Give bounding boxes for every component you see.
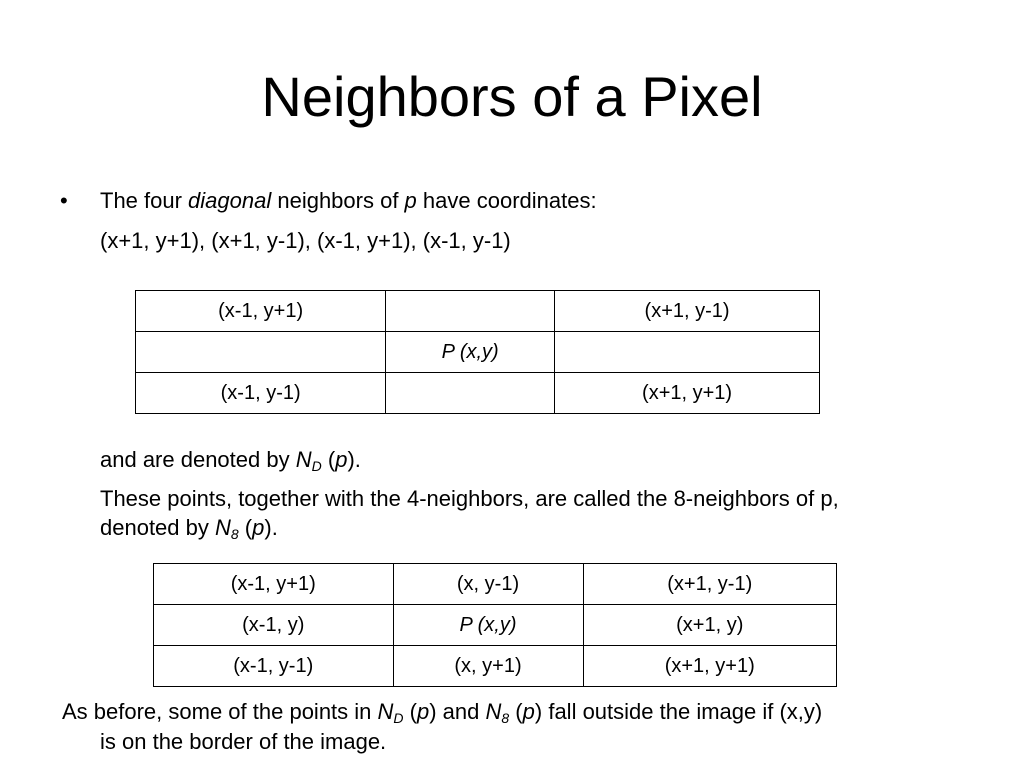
text-segment: neighbors of xyxy=(271,188,405,213)
center-pixel-label: P (x,y) xyxy=(441,340,499,363)
text-segment: ( xyxy=(321,447,336,472)
closing-line-1 xyxy=(62,698,822,726)
text-segment: ( xyxy=(403,699,417,724)
n-symbol: N xyxy=(377,699,394,724)
table-cell xyxy=(136,332,386,373)
n-symbol: N xyxy=(214,515,231,540)
arg-p: p xyxy=(416,699,430,724)
table-cell: (x+1, y) xyxy=(583,605,837,646)
text-italic-diagonal: diagonal xyxy=(188,188,272,213)
arg-p: p xyxy=(335,447,348,472)
text-segment: ) xyxy=(534,699,543,724)
table-cell xyxy=(555,332,820,373)
text-segment: and xyxy=(436,699,486,724)
text-segment: ) xyxy=(429,699,437,724)
table-row xyxy=(154,605,837,646)
text-segment: ). xyxy=(347,447,361,472)
table-cell: (x+1, y-1) xyxy=(583,564,837,605)
table-cell: (x-1, y+1) xyxy=(136,291,386,332)
text-segment: ( xyxy=(509,699,523,724)
table-cell: (x+1, y+1) xyxy=(583,646,837,687)
bullet-marker: • xyxy=(60,188,68,213)
table-cell: (x-1, y+1) xyxy=(154,564,394,605)
text-segment: ( xyxy=(238,515,253,540)
text-segment: The four xyxy=(100,188,189,213)
eight-neighbors-line-2 xyxy=(100,514,278,542)
text-segment: fall outside the image if (x,y) xyxy=(542,699,823,724)
eight-neighbors-table xyxy=(153,563,837,687)
table-cell xyxy=(386,373,555,414)
bullet-diagonal-neighbors xyxy=(100,187,597,215)
text-segment: and are denoted by xyxy=(100,447,296,472)
table-cell: (x, y+1) xyxy=(393,646,583,687)
arg-p: p xyxy=(252,515,265,540)
subscript-8: 8 xyxy=(501,710,510,726)
table-cell: (x-1, y) xyxy=(154,605,394,646)
subscript-d: D xyxy=(393,710,404,726)
n-symbol: N xyxy=(295,447,312,472)
text-segment: have coordinates: xyxy=(416,188,597,213)
text-segment: denoted by xyxy=(100,515,215,540)
n-symbol: N xyxy=(485,699,502,724)
center-pixel-label: P (x,y) xyxy=(459,613,517,636)
subscript-d: D xyxy=(311,458,322,474)
slide-title: Neighbors of a Pixel xyxy=(261,65,763,128)
text-segment: ). xyxy=(264,515,278,540)
arg-p: p xyxy=(522,699,535,724)
table-row xyxy=(154,646,837,687)
table-cell: (x+1, y+1) xyxy=(555,373,820,414)
table-row xyxy=(136,291,820,332)
table-cell: (x+1, y-1) xyxy=(555,291,820,332)
closing-line-2: is on the border of the image. xyxy=(100,729,387,754)
table-row xyxy=(136,332,820,373)
table-row xyxy=(154,564,837,605)
eight-neighbors-line-1: These points, together with the 4-neighbors, are called the 8-neighbors of p, xyxy=(100,486,839,511)
table-cell: (x, y-1) xyxy=(393,564,583,605)
table-cell xyxy=(386,291,555,332)
table-cell-center xyxy=(386,332,555,373)
text-segment: As before, some of the points in xyxy=(62,699,378,724)
subscript-8: 8 xyxy=(230,526,239,542)
coordinates-line: (x+1, y+1), (x+1, y-1), (x-1, y+1), (x-1, y-1) xyxy=(100,228,511,253)
table-row xyxy=(136,373,820,414)
table-cell-center xyxy=(393,605,583,646)
denoted-nd-line xyxy=(100,446,361,474)
table-cell: (x-1, y-1) xyxy=(154,646,394,687)
text-italic-p: p xyxy=(404,188,417,213)
table-cell: (x-1, y-1) xyxy=(136,373,386,414)
diagonal-neighbors-table xyxy=(135,290,820,414)
